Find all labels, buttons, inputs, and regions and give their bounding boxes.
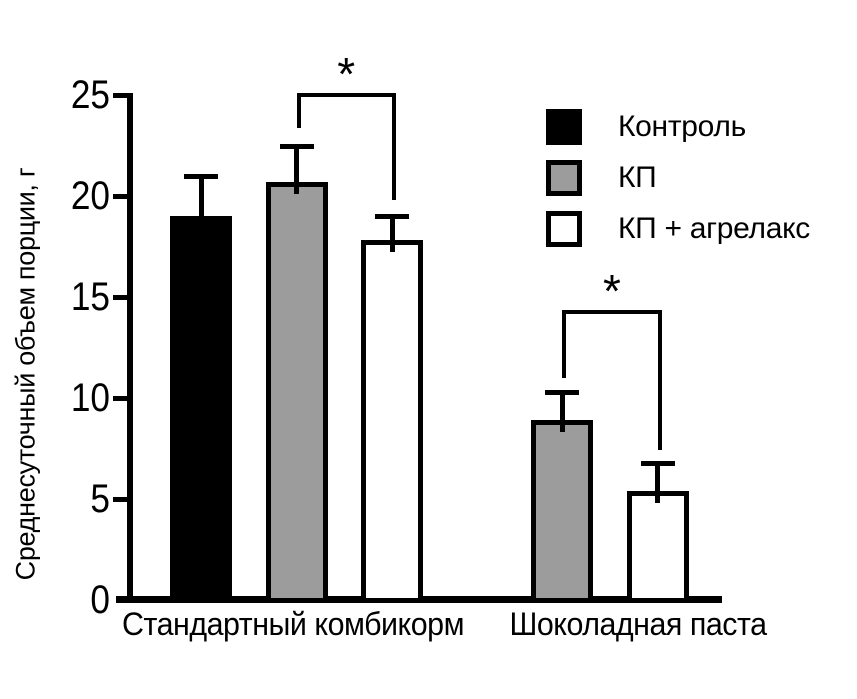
error-bar-cap xyxy=(545,390,579,395)
error-bar-stem xyxy=(390,216,395,252)
legend-swatch xyxy=(546,160,582,196)
error-bar-cap xyxy=(375,214,409,219)
error-bar-stem xyxy=(199,176,204,228)
y-tick-label: 20 xyxy=(70,174,110,218)
significance-asterisk: * xyxy=(337,48,356,100)
error-bar-cap xyxy=(280,144,314,149)
error-bar-stem xyxy=(655,463,660,503)
y-tick-label: 15 xyxy=(70,275,110,319)
legend-swatch xyxy=(546,211,582,247)
y-tick xyxy=(113,396,130,401)
legend-label: КП xyxy=(618,161,657,194)
bar xyxy=(531,420,593,603)
error-bar-stem xyxy=(294,146,299,194)
significance-bracket-leg xyxy=(658,310,662,450)
y-tick xyxy=(113,194,130,199)
y-axis-title: Среднесуточный объем порции, г xyxy=(10,167,41,581)
legend-item xyxy=(546,211,810,247)
legend-item xyxy=(546,109,810,145)
x-category-label: Стандартный комбикорм xyxy=(122,606,464,642)
error-bar-cap xyxy=(184,174,218,179)
significance-bracket-leg xyxy=(392,93,396,200)
error-bar-stem xyxy=(560,392,565,432)
legend-swatch xyxy=(546,109,582,145)
significance-bracket-leg xyxy=(562,310,566,378)
significance-bracket-leg xyxy=(297,93,301,128)
legend-label: КП + агрелакс xyxy=(618,212,810,245)
bar xyxy=(361,240,423,603)
y-tick-label: 25 xyxy=(70,73,110,117)
y-tick-label: 5 xyxy=(90,477,110,521)
error-bar-cap xyxy=(641,461,675,466)
y-tick-label: 0 xyxy=(90,578,110,622)
bar xyxy=(266,182,328,603)
x-category-label: Шоколадная паста xyxy=(509,606,767,642)
y-tick xyxy=(113,93,130,98)
y-tick xyxy=(113,497,130,502)
legend xyxy=(546,109,810,262)
legend-item xyxy=(546,160,810,196)
y-axis-line xyxy=(127,93,133,603)
y-tick xyxy=(113,295,130,300)
bar xyxy=(627,491,689,603)
y-tick-label: 10 xyxy=(70,376,110,420)
significance-asterisk: * xyxy=(603,265,621,317)
bar xyxy=(170,216,232,603)
legend-label: Контроль xyxy=(618,110,746,143)
